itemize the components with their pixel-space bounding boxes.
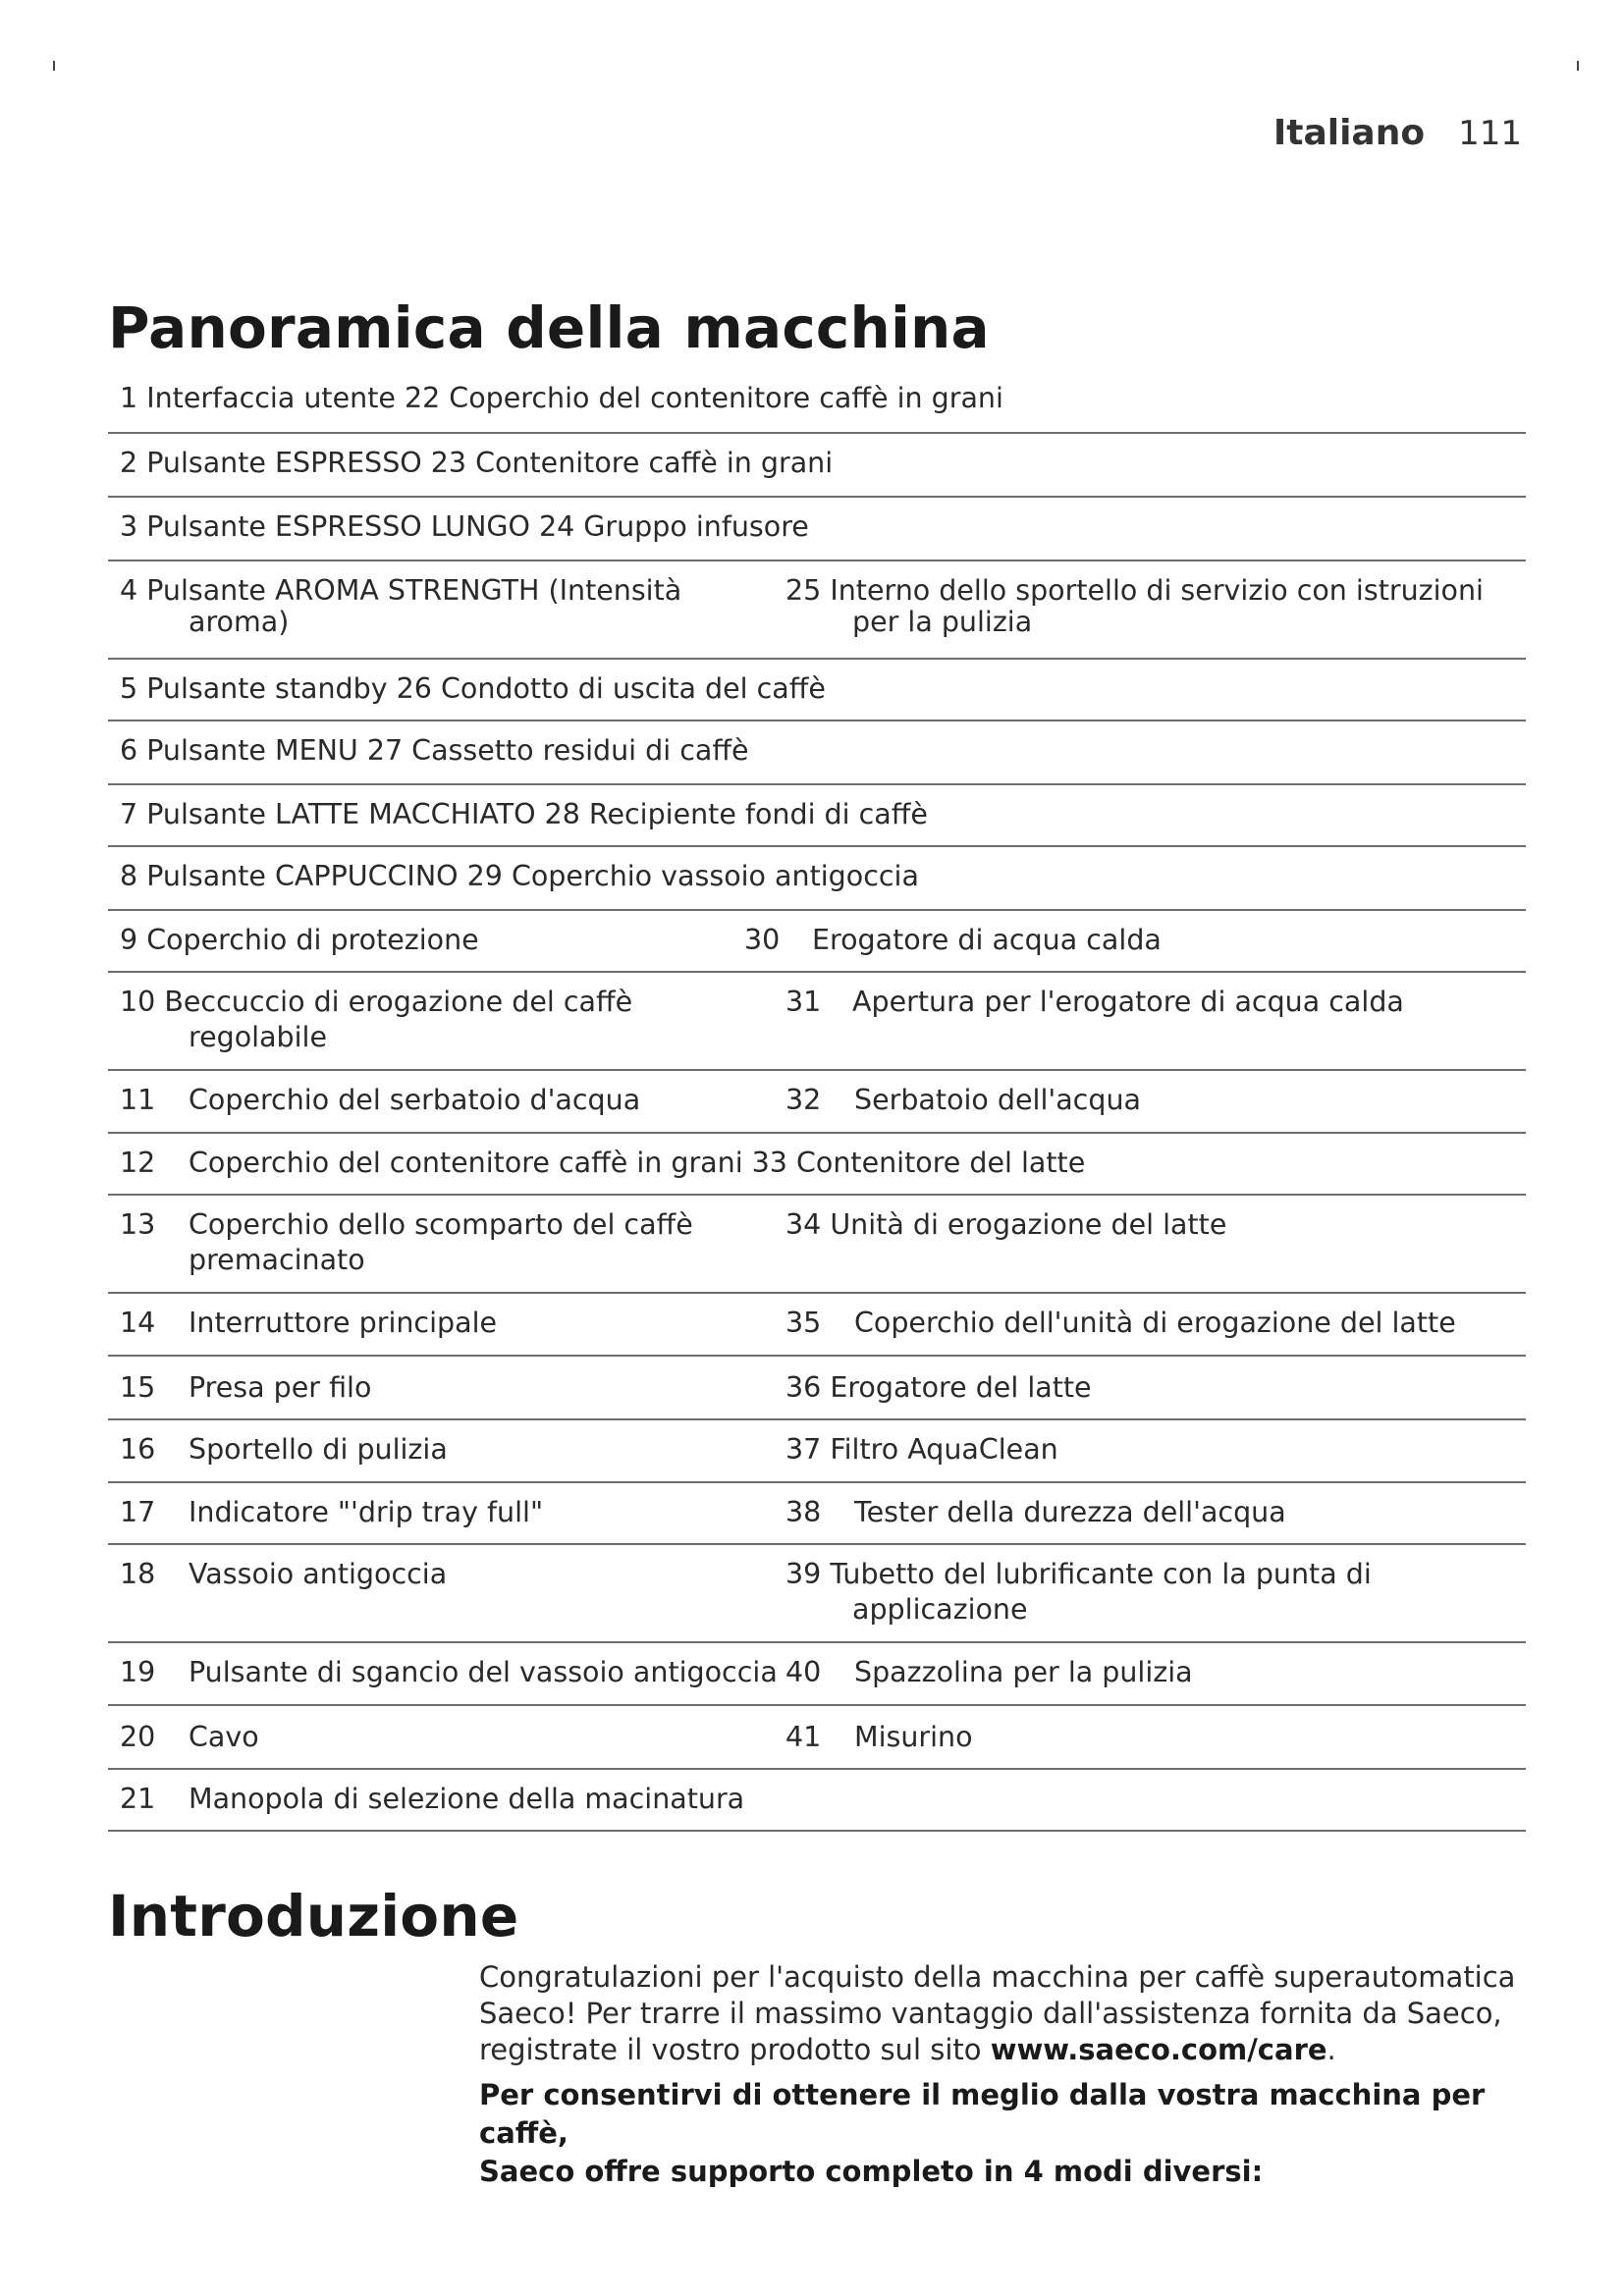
table-row <box>108 911 1526 973</box>
table-row <box>108 434 1526 498</box>
row-text-left: 4 Pulsante AROMA STRENGTH (Intensità <box>120 574 682 607</box>
row-text: 6 Pulsante MENU 27 Cassetto residui di caffè <box>120 734 749 767</box>
table-row <box>108 847 1526 911</box>
table-row <box>108 1071 1526 1134</box>
table-row <box>108 785 1526 847</box>
support-line-2: Saeco offre supporto completo in 4 modi diversi: <box>479 2155 1264 2188</box>
row-num-left: 17 <box>120 1496 156 1528</box>
row-text-left: Presa per filo <box>189 1371 372 1404</box>
row-text-left: Sportello di pulizia <box>189 1433 448 1466</box>
row-text: 8 Pulsante CAPPUCCINO 29 Coperchio vassoio antigoccia <box>120 860 919 892</box>
table-row <box>108 721 1526 785</box>
row-text-right: Spazzolina per la pulizia <box>854 1656 1193 1688</box>
row-text-right: Apertura per l'erogatore di acqua calda <box>852 986 1404 1018</box>
introduction-period: . <box>1326 2033 1336 2066</box>
page-header <box>1273 113 1522 153</box>
table-row <box>108 1357 1526 1420</box>
row-num-left: 12 <box>120 1147 156 1179</box>
row-text-left: Vassoio antigoccia <box>189 1558 448 1590</box>
row-text: 7 Pulsante LATTE MACCHIATO 28 Recipiente fondi di caffè <box>120 798 928 830</box>
table-row <box>108 1134 1526 1196</box>
table-row <box>108 1483 1526 1545</box>
parts-table <box>108 373 1526 1832</box>
row-num-right: 38 <box>785 1496 822 1528</box>
row-text-left-cont: premacinato <box>189 1244 365 1276</box>
crop-mark-left <box>53 61 55 71</box>
row-text-right: Serbatoio dell'acqua <box>854 1084 1141 1116</box>
row-text-left-cont: regolabile <box>189 1021 327 1053</box>
table-row <box>108 1643 1526 1706</box>
row-num-left: 20 <box>120 1721 156 1753</box>
row-text-left: Coperchio del serbatoio d'acqua <box>189 1084 641 1116</box>
saeco-care-link[interactable]: www.saeco.com/care <box>990 2033 1327 2066</box>
table-row <box>108 1706 1526 1770</box>
row-num-right: 32 <box>785 1084 822 1116</box>
table-row <box>108 1196 1526 1294</box>
row-num-left: 16 <box>120 1433 156 1466</box>
row-text-left: Coperchio dello scomparto del caffè <box>189 1208 693 1241</box>
row-text: 2 Pulsante ESPRESSO 23 Contenitore caffè in grani <box>120 447 834 479</box>
row-num-right: 41 <box>785 1721 822 1753</box>
row-text-left: Interruttore principale <box>189 1307 498 1339</box>
row-text-right: Misurino <box>854 1721 973 1753</box>
row-num-right: 35 <box>785 1307 822 1339</box>
row-text-right: 37 Filtro AquaClean <box>785 1433 1058 1466</box>
row-text-right: Coperchio dell'unità di erogazione del latte <box>854 1307 1456 1339</box>
table-row <box>108 1294 1526 1357</box>
language-label: Italiano <box>1272 113 1426 153</box>
row-text-right: 36 Erogatore del latte <box>785 1371 1092 1404</box>
table-row <box>108 373 1526 434</box>
introduction-title: Introduzione <box>108 1883 519 1949</box>
row-num-left: 21 <box>120 1783 156 1815</box>
row-num-right: 40 <box>785 1656 822 1688</box>
row-text-right: 25 Interno dello sportello di servizio con istruzioni <box>785 574 1484 607</box>
row-text-right-cont: per la pulizia <box>852 606 1033 638</box>
row-num-right: 31 <box>785 986 822 1018</box>
introduction-text: Congratulazioni per l'acquisto della macchina per caffè superautomatica Saeco! Per trarre il massimo vantaggio dall'assistenza fornita da Saeco, registrate il vostro prodotto sul sito <box>479 1960 1516 2066</box>
row-text-left: Manopola di selezione della macinatura <box>189 1783 745 1815</box>
row-text-right: 34 Unità di erogazione del latte <box>785 1208 1227 1241</box>
row-text-right: Tester della durezza dell'acqua <box>854 1496 1286 1528</box>
row-num-left: 19 <box>120 1656 156 1688</box>
row-text-right: 39 Tubetto del lubrificante con la punta di <box>785 1558 1372 1590</box>
row-text-left: Cavo <box>189 1721 259 1753</box>
row-text-left: 10 Beccuccio di erogazione del caffè <box>120 986 633 1018</box>
row-text: 5 Pulsante standby 26 Condotto di uscita del caffè <box>120 672 826 705</box>
row-text-left: Coperchio del contenitore caffè in grani 33 Contenitore del latte <box>189 1147 1086 1179</box>
crop-mark-right <box>1577 61 1579 71</box>
row-text-left: 9 Coperchio di protezione <box>120 924 479 956</box>
table-row <box>108 973 1526 1071</box>
row-num-left: 15 <box>120 1371 156 1404</box>
row-text: 3 Pulsante ESPRESSO LUNGO 24 Gruppo infusore <box>120 510 809 543</box>
row-num-left: 11 <box>120 1084 156 1116</box>
overview-title: Panoramica della macchina <box>108 294 990 361</box>
introduction-body <box>479 1959 1530 2191</box>
table-row <box>108 1545 1526 1643</box>
row-num-right: 30 <box>744 924 781 956</box>
row-text-left-cont: aroma) <box>189 606 290 638</box>
table-row <box>108 660 1526 721</box>
table-row <box>108 498 1526 561</box>
row-num-left: 13 <box>120 1208 156 1241</box>
row-text-left: Indicatore "'drip tray full" <box>189 1496 544 1528</box>
row-text: 1 Interfaccia utente 22 Coperchio del contenitore caffè in grani <box>120 382 1003 414</box>
support-line-1: Per consentirvi di ottenere il meglio dalla vostra macchina per caffè, <box>479 2078 1486 2150</box>
table-row <box>108 561 1526 660</box>
introduction-paragraph <box>479 1959 1530 2068</box>
row-text-right: Erogatore di acqua calda <box>812 924 1162 956</box>
row-text-right-cont: applicazione <box>852 1593 1028 1626</box>
support-intro <box>479 2076 1530 2191</box>
row-text-left: Pulsante di sgancio del vassoio antigoccia <box>189 1656 778 1688</box>
row-num-left: 14 <box>120 1307 156 1339</box>
table-row <box>108 1770 1526 1832</box>
page-number: 111 <box>1458 114 1522 153</box>
row-num-left: 18 <box>120 1558 156 1590</box>
table-row <box>108 1420 1526 1483</box>
